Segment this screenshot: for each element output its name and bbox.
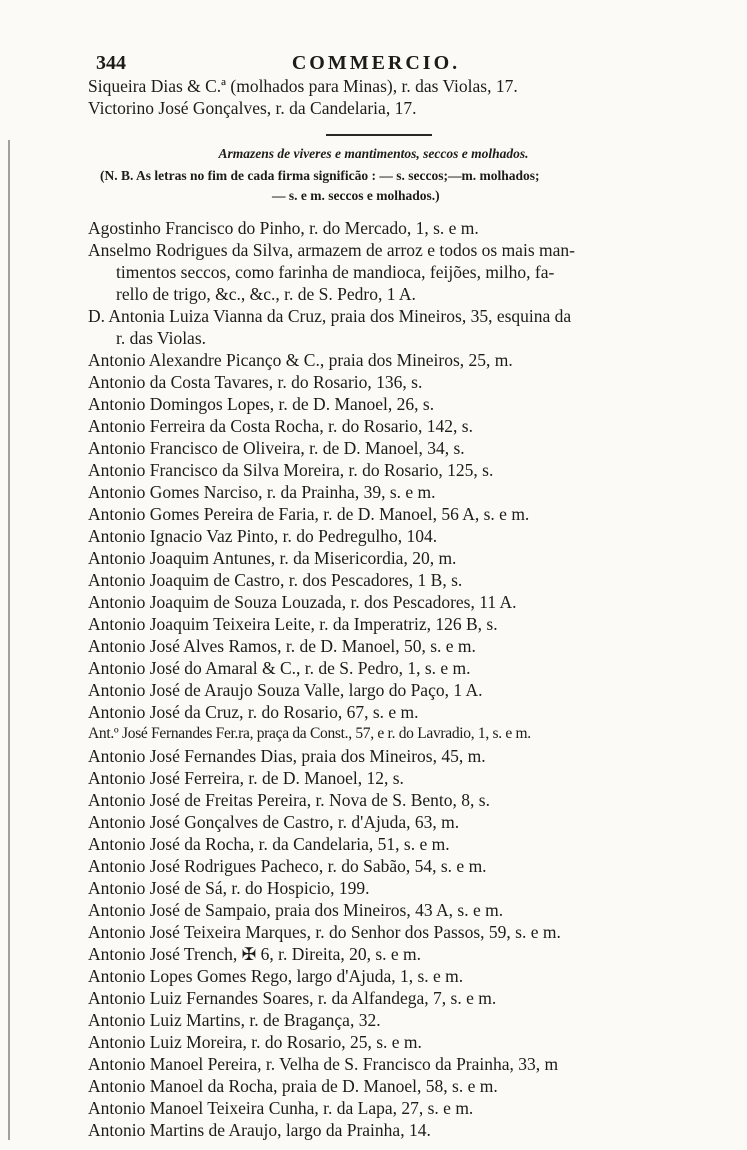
entry-line: Antonio Francisco de Oliveira, r. de D. Manoel, 34, s. bbox=[88, 438, 465, 458]
page-header bbox=[96, 52, 656, 78]
entry-line: Antonio José Teixeira Marques, r. do Senhor dos Passos, 59, s. e m. bbox=[88, 922, 561, 942]
section-note-line1: (N. B. As letras no fim de cada firma significão : — s. seccos;—m. molhados; bbox=[100, 168, 540, 183]
entry-line: Antonio Lopes Gomes Rego, largo d'Ajuda, 1, s. e m. bbox=[88, 966, 464, 986]
entry-line: Antonio Martins de Araujo, largo da Prainha, 14. bbox=[88, 1120, 431, 1140]
entry-line: Antonio Joaquim de Souza Louzada, r. dos Pescadores, 11 A. bbox=[88, 592, 517, 612]
entry-line: Antonio Gomes Narciso, r. da Prainha, 39, s. e m. bbox=[88, 482, 436, 502]
section-note-line2: — s. e m. seccos e molhados.) bbox=[272, 188, 440, 203]
entry-line-continued: timentos seccos, como farinha de mandioca, feijões, milho, fa- bbox=[116, 262, 555, 282]
entry-line: Antonio José de Araujo Souza Valle, largo do Paço, 1 A. bbox=[88, 680, 483, 700]
entry-line: Ant.º José Fernandes Fer.ra, praça da Const., 57, e r. do Lavradio, 1, s. e m. bbox=[88, 725, 531, 742]
entry-line: Antonio José Ferreira, r. de D. Manoel, 12, s. bbox=[88, 768, 404, 788]
entry-line: Antonio Luiz Martins, r. de Bragança, 32. bbox=[88, 1010, 381, 1030]
entry-line: Antonio Manoel da Rocha, praia de D. Manoel, 58, s. e m. bbox=[88, 1076, 498, 1096]
entry-line: Victorino José Gonçalves, r. da Candelaria, 17. bbox=[88, 98, 417, 118]
entry-line: Antonio José Fernandes Dias, praia dos Mineiros, 45, m. bbox=[88, 746, 486, 766]
running-head: COMMERCIO. bbox=[291, 52, 461, 74]
entry-line: Antonio Francisco da Silva Moreira, r. do Rosario, 125, s. bbox=[88, 460, 494, 480]
entry-line: Antonio Ignacio Vaz Pinto, r. do Pedregulho, 104. bbox=[88, 526, 438, 546]
entry-line: Anselmo Rodrigues da Silva, armazem de arroz e todos os mais man- bbox=[88, 240, 575, 260]
entry-line: Antonio Manoel Teixeira Cunha, r. da Lapa, 27, s. e m. bbox=[88, 1098, 474, 1118]
entry-line: Antonio José de Freitas Pereira, r. Nova de S. Bento, 8, s. bbox=[88, 790, 490, 810]
entry-line: Antonio Alexandre Picanço & C., praia dos Mineiros, 25, m. bbox=[88, 350, 513, 370]
entry-line: Antonio José Alves Ramos, r. de D. Manoel, 50, s. e m. bbox=[88, 636, 476, 656]
entry-line: Antonio Joaquim de Castro, r. dos Pescadores, 1 B, s. bbox=[88, 570, 463, 590]
entry-line: Antonio José da Rocha, r. da Candelaria, 51, s. e m. bbox=[88, 834, 450, 854]
entry-line-continued: r. das Violas. bbox=[116, 328, 207, 348]
entry-line: Agostinho Francisco do Pinho, r. do Mercado, 1, s. e m. bbox=[88, 218, 479, 238]
left-margin-rule bbox=[8, 140, 10, 1140]
section-title: Armazens de viveres e mantimentos, seccos e molhados. bbox=[218, 146, 529, 161]
entry-line: Antonio Manoel Pereira, r. Velha de S. Francisco da Prainha, 33, m bbox=[88, 1054, 559, 1074]
entry-line: Siqueira Dias & C.ª (molhados para Minas), r. das Violas, 17. bbox=[88, 76, 518, 96]
entry-line: Antonio José de Sá, r. do Hospicio, 199. bbox=[88, 878, 370, 898]
entry-line: Antonio Gomes Pereira de Faria, r. de D. Manoel, 56 A, s. e m. bbox=[88, 504, 530, 524]
entry-line: Antonio José do Amaral & C., r. de S. Pedro, 1, s. e m. bbox=[88, 658, 471, 678]
entry-line-continued: rello de trigo, &c., &c., r. de S. Pedro, 1 A. bbox=[116, 284, 416, 304]
entry-line: Antonio Domingos Lopes, r. de D. Manoel, 26, s. bbox=[88, 394, 435, 414]
section-divider bbox=[326, 134, 432, 136]
entry-line: Antonio Joaquim Antunes, r. da Misericordia, 20, m. bbox=[88, 548, 457, 568]
entry-line: Antonio Luiz Fernandes Soares, r. da Alfandega, 7, s. e m. bbox=[88, 988, 497, 1008]
entry-line: D. Antonia Luiza Vianna da Cruz, praia dos Mineiros, 35, esquina da bbox=[88, 306, 572, 326]
page-number: 344 bbox=[96, 52, 126, 74]
entry-line: Antonio José Trench, ✠ 6, r. Direita, 20, s. e m. bbox=[88, 944, 422, 964]
entry-line: Antonio José da Cruz, r. do Rosario, 67, s. e m. bbox=[88, 702, 419, 722]
entry-line: Antonio Ferreira da Costa Rocha, r. do Rosario, 142, s. bbox=[88, 416, 473, 436]
entry-line: Antonio Luiz Moreira, r. do Rosario, 25, s. e m. bbox=[88, 1032, 422, 1052]
entry-line: Antonio José Gonçalves de Castro, r. d'Ajuda, 63, m. bbox=[88, 812, 460, 832]
entry-line: Antonio José de Sampaio, praia dos Mineiros, 43 A, s. e m. bbox=[88, 900, 504, 920]
entry-line: Antonio Joaquim Teixeira Leite, r. da Imperatriz, 126 B, s. bbox=[88, 614, 498, 634]
entry-line: Antonio da Costa Tavares, r. do Rosario, 136, s. bbox=[88, 372, 423, 392]
entry-line: Antonio José Rodrigues Pacheco, r. do Sabão, 54, s. e m. bbox=[88, 856, 487, 876]
